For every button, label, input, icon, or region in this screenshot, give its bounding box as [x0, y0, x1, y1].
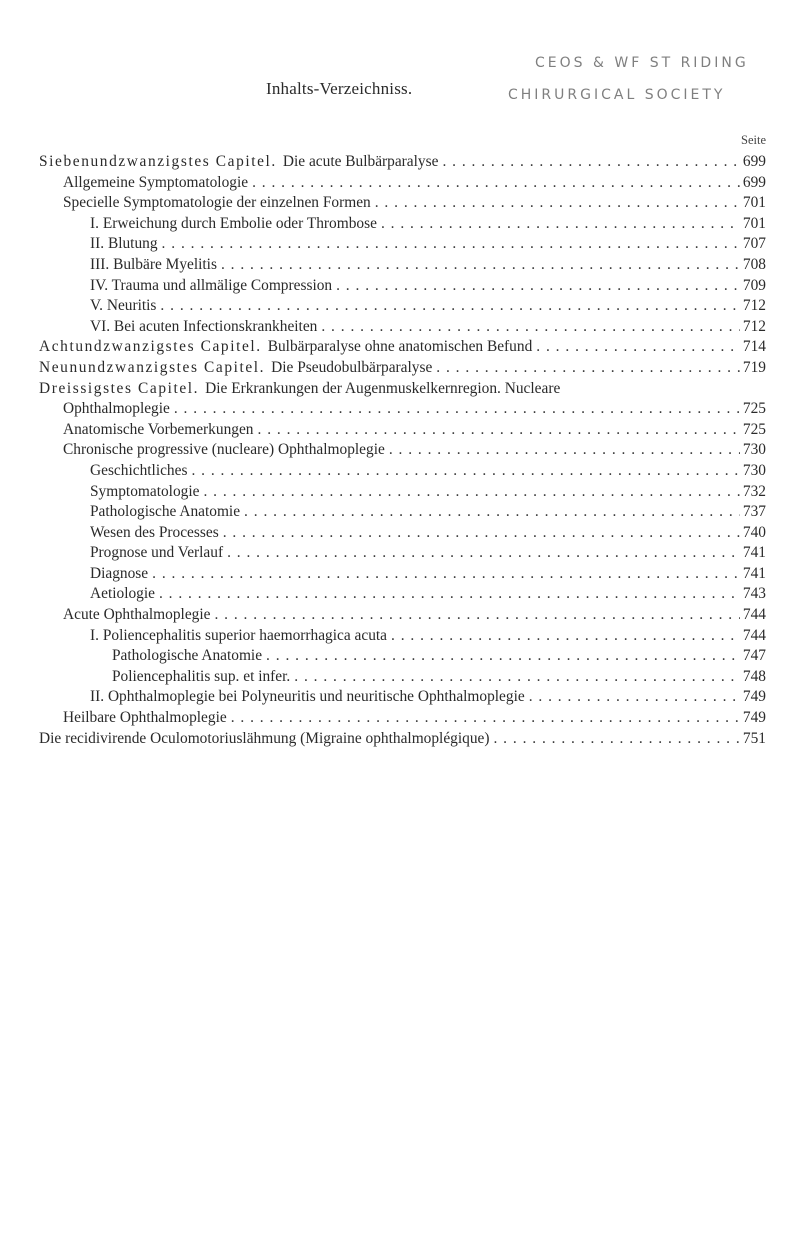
toc-entry-title: Pathologische Anatomie	[112, 647, 263, 665]
running-head: Inhalts-Verzeichniss.	[266, 79, 413, 98]
toc-entry	[0, 646, 800, 667]
toc-entry	[0, 193, 800, 214]
toc-entry-title: I. Erweichung durch Embolie oder Thrombose	[90, 214, 377, 232]
page-number: 737	[742, 503, 766, 521]
page-number: 741	[742, 564, 766, 582]
toc-entry-title-group	[39, 358, 432, 379]
page-number: 709	[742, 276, 766, 294]
library-stamp	[510, 50, 749, 108]
toc-entry	[0, 337, 800, 358]
dot-leader	[223, 543, 740, 564]
toc-entry	[0, 379, 800, 400]
table-of-contents	[0, 152, 800, 749]
toc-entry	[0, 626, 800, 647]
toc-entry-title-group	[90, 482, 199, 503]
dot-leader	[385, 440, 740, 461]
dot-leader	[187, 461, 740, 482]
toc-entry-title: V. Neuritis	[90, 297, 157, 315]
toc-entry-title-group	[63, 440, 385, 461]
page-number: 751	[742, 729, 766, 747]
dot-leader	[170, 399, 740, 420]
toc-entry-title-group	[90, 461, 187, 482]
toc-entry-title-group	[112, 646, 262, 667]
chapter-number: Neunundzwanzigstes Capitel.	[39, 358, 266, 376]
toc-entry-title: Heilbare Ophthalmoplegie	[63, 709, 227, 727]
toc-entry-title-group	[90, 276, 332, 297]
dot-leader	[332, 276, 740, 297]
chapter-number: Siebenundzwanzigstes Capitel.	[39, 153, 277, 170]
toc-entry	[0, 482, 800, 503]
dot-leader	[371, 193, 740, 214]
toc-entry-title-group	[63, 708, 227, 729]
page-header	[0, 0, 800, 120]
toc-entry-title-group	[90, 255, 217, 276]
toc-entry	[0, 440, 800, 461]
dot-leader	[525, 687, 740, 708]
toc-entry-title: Die Erkrankungen der Augenmuskelkernregion. Nucleare	[205, 379, 561, 397]
toc-entry-title: Diagnose	[90, 564, 149, 582]
toc-entry	[0, 584, 800, 605]
toc-entry-title: Die acute Bulbärparalyse	[282, 153, 439, 170]
dot-leader	[155, 584, 740, 605]
page-number: 699	[742, 153, 766, 170]
toc-entry	[0, 564, 800, 585]
toc-entry-title: Anatomische Vorbemerkungen	[63, 420, 254, 438]
toc-entry-title: Bulbärparalyse ohne anatomischen Befund	[267, 338, 533, 356]
page-number: 740	[742, 523, 766, 541]
page-number: 741	[742, 544, 766, 562]
toc-entry	[0, 255, 800, 276]
page-number: 701	[742, 214, 766, 232]
toc-entry-title: Allgemeine Symptomatologie	[63, 173, 249, 191]
toc-entry	[0, 173, 800, 194]
toc-entry-title-group	[39, 337, 532, 358]
dot-leader	[158, 234, 740, 255]
toc-entry	[0, 729, 800, 750]
dot-leader	[377, 214, 740, 235]
dot-leader	[248, 173, 740, 194]
dot-leader	[438, 152, 740, 173]
toc-entry-title-group	[63, 420, 254, 441]
stamp-line-2: CHIRURGICAL SOCIETY	[508, 87, 726, 103]
page-number: 719	[742, 358, 766, 376]
toc-entry	[0, 234, 800, 255]
toc-entry	[0, 152, 800, 173]
toc-entry-title: III. Bulbäre Myelitis	[90, 255, 217, 273]
toc-entry-title-group	[63, 193, 371, 214]
dot-leader	[262, 646, 740, 667]
toc-entry-title-group	[39, 729, 489, 750]
dot-leader	[387, 626, 740, 647]
page-number: 725	[742, 420, 766, 438]
page-number: 714	[742, 338, 766, 356]
dot-leader	[199, 482, 740, 503]
page-number: 725	[742, 400, 766, 418]
dot-leader	[254, 420, 741, 441]
toc-entry-title-group	[90, 523, 219, 544]
toc-entry-title-group	[63, 399, 170, 420]
dot-leader	[432, 358, 740, 379]
toc-entry-title: Geschichtliches	[90, 461, 188, 479]
page-number: 708	[742, 255, 766, 273]
toc-entry-title-group	[90, 626, 387, 647]
toc-entry-title: IV. Trauma und allmälige Compression	[90, 276, 333, 294]
toc-entry	[0, 214, 800, 235]
toc-entry-title: Die Pseudobulbärparalyse	[271, 358, 433, 376]
toc-entry	[0, 523, 800, 544]
toc-entry-title: II. Ophthalmoplegie bei Polyneuritis und neuritische Ophthalmoplegie	[90, 688, 525, 706]
toc-entry-title-group	[90, 543, 223, 564]
toc-entry-title: Ophthalmoplegie	[63, 400, 170, 418]
dot-leader	[148, 564, 740, 585]
dot-leader	[290, 667, 740, 688]
toc-entry	[0, 317, 800, 338]
toc-entry-title-group	[63, 173, 248, 194]
toc-entry	[0, 667, 800, 688]
dot-leader	[217, 255, 740, 276]
dot-leader	[219, 523, 740, 544]
toc-entry	[0, 605, 800, 626]
page-number: 730	[742, 461, 766, 479]
toc-entry-title: Die recidivirende Oculomotoriuslähmung (Migraine ophthalmoplégique)	[39, 729, 490, 747]
page-number: 732	[742, 482, 766, 500]
page-number: 707	[742, 235, 766, 253]
toc-entry	[0, 276, 800, 297]
toc-entry	[0, 708, 800, 729]
toc-entry-title: Aetiologie	[90, 585, 155, 603]
dot-leader	[156, 296, 740, 317]
page-number: 712	[742, 317, 766, 335]
toc-entry-title-group	[90, 502, 240, 523]
toc-entry-title-group	[90, 584, 155, 605]
dot-leader	[240, 502, 740, 523]
page-number: 748	[742, 667, 766, 685]
dot-leader	[210, 605, 740, 626]
page-number: 749	[742, 709, 766, 727]
toc-entry-title: Prognose und Verlauf	[90, 544, 224, 562]
toc-entry-title: Symptomatologie	[90, 482, 200, 500]
toc-entry	[0, 687, 800, 708]
toc-entry-title: Pathologische Anatomie	[90, 503, 241, 521]
toc-entry	[0, 461, 800, 482]
page-number: 743	[742, 585, 766, 603]
toc-entry-title-group	[90, 296, 156, 317]
toc-entry-title-group	[90, 214, 377, 235]
page-number: 744	[742, 606, 766, 624]
toc-entry-title: Wesen des Processes	[90, 523, 219, 541]
toc-entry-title-group	[90, 234, 158, 255]
page-number: 712	[742, 297, 766, 315]
page-column-heading: Seite	[741, 133, 766, 147]
toc-entry-title-group	[90, 317, 317, 338]
toc-entry	[0, 543, 800, 564]
page-number: 730	[742, 441, 766, 459]
toc-entry	[0, 420, 800, 441]
toc-entry-title-group	[63, 605, 210, 626]
toc-entry-title: VI. Bei acuten Infectionskrankheiten	[90, 317, 318, 335]
toc-entry-title: Chronische progressive (nucleare) Ophthalmoplegie	[63, 441, 385, 459]
toc-entry	[0, 296, 800, 317]
toc-entry-title: II. Blutung	[90, 235, 158, 253]
chapter-number: Achtundzwanzigstes Capitel.	[39, 338, 262, 356]
toc-entry-title-group	[39, 152, 438, 173]
toc-entry-title: Poliencephalitis sup. et infer.	[112, 667, 291, 685]
toc-entry	[0, 399, 800, 420]
toc-entry-title-group	[90, 687, 525, 708]
page-number: 701	[742, 194, 766, 212]
stamp-line-1: CEOS & WF ST RIDING	[535, 55, 749, 71]
dot-leader	[489, 729, 740, 750]
chapter-number: Dreissigstes Capitel.	[39, 379, 200, 397]
page-number: 744	[742, 626, 766, 644]
dot-leader	[532, 337, 740, 358]
toc-entry-title: I. Poliencephalitis superior haemorrhagica acuta	[90, 626, 388, 644]
page-number: 747	[742, 647, 766, 665]
page-number: 749	[742, 688, 766, 706]
dot-leader	[317, 317, 740, 338]
toc-entry-title: Specielle Symptomatologie der einzelnen Formen	[63, 194, 371, 212]
toc-entry	[0, 358, 800, 379]
toc-entry-title-group	[112, 667, 290, 688]
page-number: 699	[742, 173, 766, 191]
toc-entry	[0, 502, 800, 523]
toc-entry-title-group	[39, 379, 560, 400]
toc-entry-title-group	[90, 564, 148, 585]
toc-entry-title: Acute Ophthalmoplegie	[63, 606, 211, 624]
dot-leader	[227, 708, 740, 729]
